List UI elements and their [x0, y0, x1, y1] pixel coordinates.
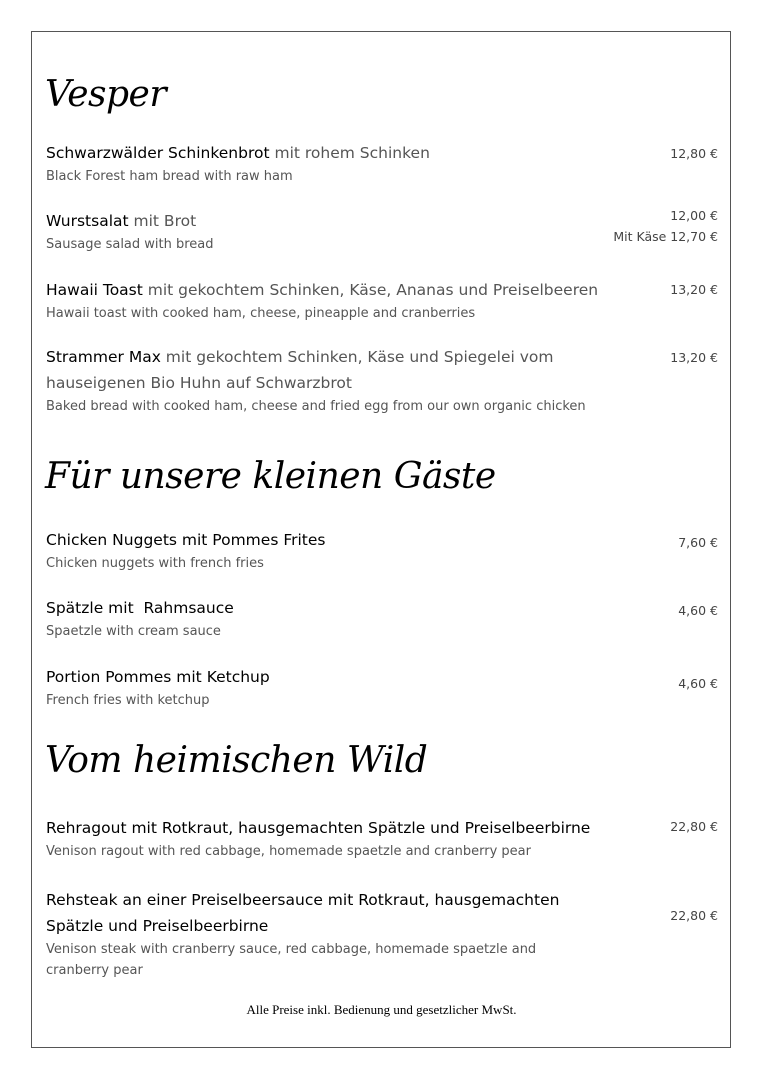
menu-item: [46, 208, 718, 255]
menu-item: [46, 527, 718, 574]
item-description-en: Chicken nuggets with french fries: [46, 556, 264, 571]
menu-item: [46, 344, 718, 417]
item-description-de: mit rohem Schinken: [269, 144, 430, 162]
menu-item: [46, 815, 718, 862]
item-price: 12,80 €: [670, 146, 718, 161]
section-title-vesper: Vesper: [45, 74, 167, 115]
item-name: Rehragout mit Rotkraut, hausgemachten Spätzle und Preiselbeerbirne: [46, 819, 591, 837]
item-name: Spätzle mit Rahmsauce: [46, 599, 234, 617]
item-description-en: French fries with ketchup: [46, 693, 210, 708]
item-name: Portion Pommes mit Ketchup: [46, 668, 270, 686]
item-price: 13,20 €: [670, 282, 718, 297]
item-description-en: Venison ragout with red cabbage, homemade spaetzle and cranberry pear: [46, 844, 531, 859]
item-description-en: Sausage salad with bread: [46, 237, 214, 252]
item-description-en: Venison steak with cranberry sauce, red cabbage, homemade spaetzle and: [46, 942, 537, 957]
item-description-en: Hawaii toast with cooked ham, cheese, pineapple and cranberries: [46, 306, 476, 321]
item-price-with-cheese: Mit Käse 12,70 €: [613, 229, 718, 244]
price-note-footer: Alle Preise inkl. Bedienung und gesetzlicher MwSt.: [246, 1002, 517, 1017]
item-description-de-cont: hauseigenen Bio Huhn auf Schwarzbrot: [46, 374, 352, 392]
menu-item: [46, 887, 718, 981]
item-description-de: mit Brot: [128, 212, 197, 230]
item-name: Wurstsalat: [46, 212, 129, 230]
section-title-kids: Für unsere kleinen Gäste: [45, 456, 496, 497]
menu-item: [46, 595, 718, 642]
menu-item: [46, 664, 718, 711]
item-name: Chicken Nuggets mit Pommes Frites: [46, 531, 326, 549]
item-name-cont: Spätzle und Preiselbeerbirne: [46, 917, 269, 935]
item-name: Schwarzwälder Schinkenbrot: [46, 144, 270, 162]
menu-item: [46, 277, 718, 324]
item-description-en-cont: cranberry pear: [46, 963, 143, 978]
item-description-de: mit gekochtem Schinken, Käse, Ananas und Preiselbeeren: [142, 281, 599, 299]
item-price: 4,60 €: [678, 676, 718, 691]
item-price: 22,80 €: [670, 908, 718, 923]
item-description-de: mit gekochtem Schinken, Käse und Spiegelei vom: [160, 348, 554, 366]
item-price: 7,60 €: [678, 535, 718, 550]
item-price: 12,00 €: [670, 208, 718, 223]
item-price: 22,80 €: [670, 819, 718, 834]
section-title-game: Vom heimischen Wild: [45, 740, 428, 781]
item-description-en: Black Forest ham bread with raw ham: [46, 169, 293, 184]
item-name: Hawaii Toast: [46, 281, 143, 299]
menu-item: [46, 140, 718, 187]
item-description-en: Baked bread with cooked ham, cheese and fried egg from our own organic chicken: [46, 399, 586, 414]
item-name: Strammer Max: [46, 348, 161, 366]
item-description-en: Spaetzle with cream sauce: [46, 624, 221, 639]
item-name: Rehsteak an einer Preiselbeersauce mit Rotkraut, hausgemachten: [46, 891, 560, 909]
item-price: 13,20 €: [670, 350, 718, 365]
item-price: 4,60 €: [678, 603, 718, 618]
